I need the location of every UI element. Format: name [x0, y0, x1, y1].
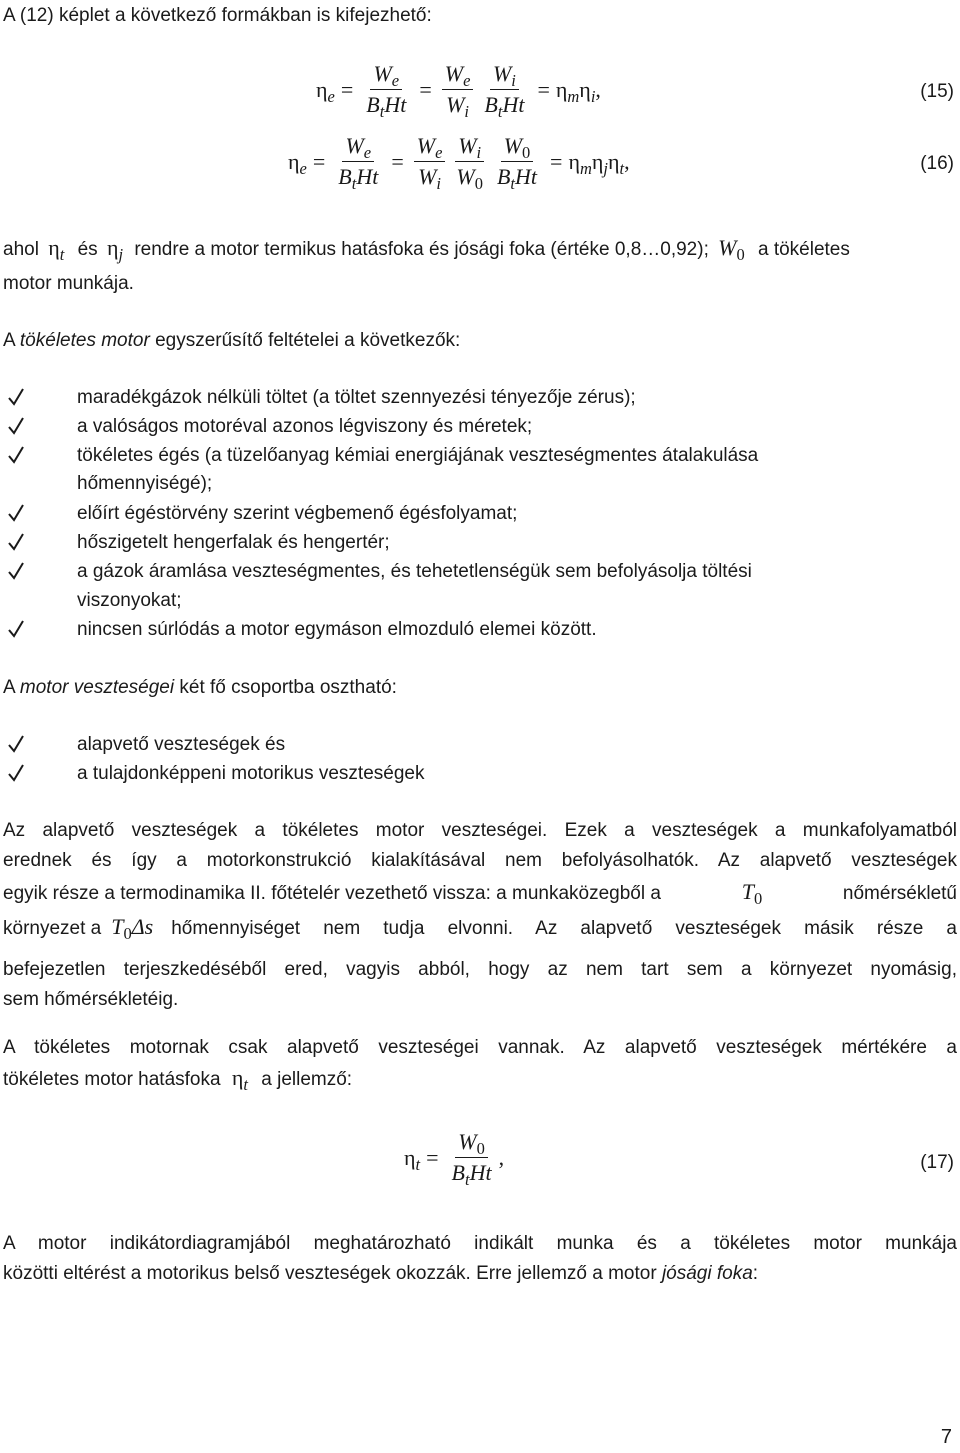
equals-sign: = [391, 148, 404, 174]
eq16-fraction-1: $\frac{W_e}{B_tHt}$ [338, 133, 379, 193]
equals-sign: = [419, 76, 432, 102]
page-number: 7 [940, 1426, 952, 1448]
equals-sign: = [426, 1144, 439, 1170]
checkmark-icon [7, 444, 25, 466]
paragraph-1-line-1: Az alapvető veszteségek a tökéletes motor veszteségei. Ezek a veszteségek a munkafolyamatból [3, 820, 957, 841]
checkmark-icon [7, 762, 25, 784]
equation-number-16: (16) [920, 153, 954, 174]
ahol-line: ahol $\eta_t$ és $\eta_j$ rendre a motor termikus hatásfoka és jósági foka (értéke 0,8…0,92); $W_0$ a tökéletes [3, 235, 850, 264]
eq15-fraction-2: $\frac{W_e}{W_i}$ [442, 62, 474, 117]
paragraph-1-line-6: sem hőmérsékletéig. [3, 989, 179, 1010]
intro-line: A (12) képlet a következő formákban is kifejezhető: [3, 5, 432, 26]
paragraph-1-line-2: erednek és így a motorkonstrukció kialakításával nem befolyásolhatók. Az alapvető veszteségek [3, 850, 957, 871]
equation-16 [288, 133, 630, 193]
checkmark-icon [7, 560, 25, 582]
eq16-lhs: $\eta_e$ [288, 148, 307, 178]
paragraph-1-line-5: befejezetlen terjeszkedéséből ered, vagyis abból, hogy az nem tart sem a környezet nyomásig, [3, 959, 957, 980]
equation-number-17: (17) [920, 1152, 954, 1173]
paragraph-2-line-1: A tökéletes motornak csak alapvető veszteségei vannak. Az alapvető veszteségek mértékére a [3, 1037, 957, 1058]
eq16-rhs: $\eta_m\eta_j\eta_t$, [568, 148, 630, 178]
equals-sign: = [312, 148, 326, 174]
eq17-lhs: $\eta_t$ [404, 1144, 421, 1174]
ahol-line-2: motor munkája. [3, 273, 134, 294]
checkmark-icon [7, 531, 25, 553]
equation-17: $\eta_t$ = $\frac{W_0}{B_tHt}$ , [404, 1129, 505, 1189]
eq16-fraction-2: $\frac{W_e}{W_i}$ [414, 134, 446, 189]
equals-sign: = [340, 76, 354, 102]
paragraph-1-line-4: környezet a $T_0\Delta s$ hőmennyiséget nem tudja elvonni. Az alapvető veszteségek másik része a [3, 914, 957, 943]
eq15-lhs: $\eta_e$ [316, 76, 335, 106]
eq17-fraction: $\frac{W_0}{B_tHt}$ [451, 1129, 492, 1189]
paragraph-3-line-2: közötti eltérést a motorikus belső veszteségek okozzák. Erre jellemző a motor jósági foka: [3, 1263, 759, 1284]
paragraph-3-line-1: A motor indikátordiagramjából meghatározható indikált munka és a tökéletes motor munkája [3, 1233, 957, 1254]
paragraph-2-line-2: tökéletes motor hatásfoka $\eta_t$ a jellemző: [3, 1065, 353, 1094]
equation-15 [316, 61, 601, 121]
conditions-intro: A tökéletes motor egyszerűsítő feltételei a következők: [3, 330, 461, 351]
eq16-fraction-4: $\frac{W_0}{B_tHt}$ [496, 133, 538, 193]
equals-sign: = [537, 76, 550, 102]
eq16-fraction-3: $\frac{W_i}{W_0}$ [456, 133, 483, 193]
equation-number-15: (15) [920, 81, 954, 102]
checkmark-icon [7, 618, 25, 640]
eq15-fraction-3: $\frac{W_i}{B_tHt}$ [484, 61, 525, 121]
checkmark-icon [7, 415, 25, 437]
eq15-rhs: $\eta_m\eta_i$, [555, 76, 601, 106]
checkmark-icon [7, 733, 25, 755]
paragraph-1-line-3: egyik része a termodinamika II. főtételér vezethető vissza: a munkaközegből a $T_0$ nőmérsékletű [3, 879, 957, 908]
checkmark-icon [7, 502, 25, 524]
losses-intro: A motor veszteségei két fő csoportba osztható: [3, 677, 397, 698]
equals-sign: = [550, 148, 563, 174]
eq15-fraction-1: $\frac{W_e}{B_tHt}$ [366, 61, 407, 121]
checkmark-icon [7, 386, 25, 408]
